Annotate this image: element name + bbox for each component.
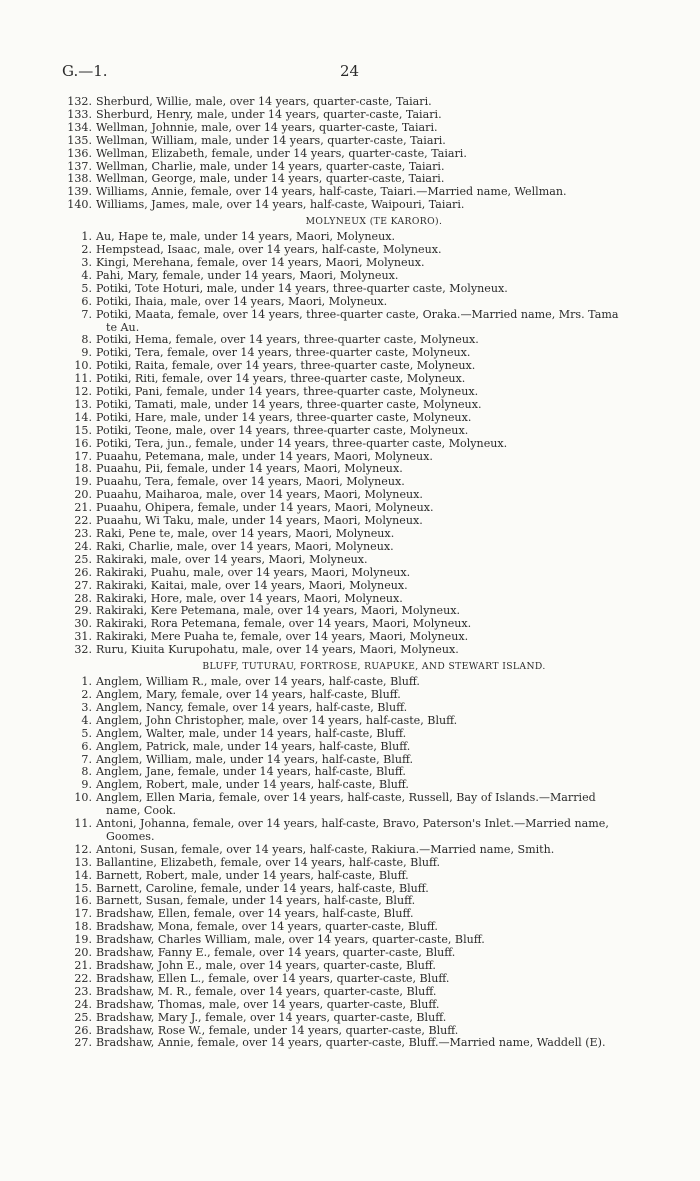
entry-text: Puaahu, Wi Taku, male, under 14 years, Maori, Molyneux. [96, 514, 423, 528]
entry-text: Anglem, William R., male, over 14 years, half-caste, Bluff. [96, 675, 420, 689]
entry-number: 7. [81, 752, 92, 766]
entry-text: Puaahu, Ohipera, female, under 14 years, Maori, Molyneux. [96, 501, 434, 515]
entry-text: Rakiraki, Kaitai, male, over 14 years, Maori, Molyneux. [96, 578, 408, 592]
entry-text: Ballantine, Elizabeth, female, over 14 years, half-caste, Bluff. [96, 855, 441, 869]
entry-text: Rakiraki, male, over 14 years, Maori, Molyneux. [96, 552, 368, 566]
entry-text: Wellman, George, male, under 14 years, quarter-caste, Taiari. [96, 172, 445, 186]
entry-number: 10. [74, 359, 92, 373]
entry-number: 18. [74, 920, 92, 934]
entry-number: 26. [74, 565, 92, 579]
list-item [62, 1037, 652, 1050]
entry-text: Antoni, Susan, female, over 14 years, half-caste, Rakiura.—Married name, Smith. [96, 842, 555, 856]
entry-number: 139. [67, 185, 92, 199]
entry-number: 27. [74, 1036, 92, 1050]
entry-text: Wellman, William, male, under 14 years, quarter-caste, Taiari. [96, 133, 446, 147]
entry-text: Bradshaw, Rose W., female, under 14 years, quarter-caste, Bluff. [96, 1023, 459, 1037]
entry-text: Potiki, Ihaia, male, over 14 years, Maori, Molyneux. [96, 294, 388, 308]
entry-text: Potiki, Riti, female, over 14 years, three-quarter caste, Molyneux. [96, 372, 466, 386]
entry-number: 14. [74, 410, 92, 424]
entry-text: Bradshaw, Thomas, male, over 14 years, quarter-caste, Bluff. [96, 997, 440, 1011]
entry-text: Barnett, Susan, female, under 14 years, half-caste, Bluff. [96, 894, 416, 908]
entry-number: 9. [81, 778, 92, 792]
entry-number: 8. [81, 765, 92, 779]
entry-number: 5. [81, 281, 92, 295]
entry-number: 20. [74, 488, 92, 502]
entry-number: 23. [74, 984, 92, 998]
entry-number: 136. [67, 146, 92, 160]
entry-text: Anglem, Jane, female, under 14 years, half-caste, Bluff. [96, 765, 406, 779]
entry-text: Hempstead, Isaac, male, over 14 years, half-caste, Molyneux. [96, 243, 442, 257]
page-header [62, 62, 642, 82]
entry-number: 135. [67, 133, 92, 147]
entry-text: Potiki, Tera, jun., female, under 14 years, three-quarter caste, Molyneux. [96, 436, 508, 450]
entry-text: Puaahu, Tera, female, over 14 years, Maori, Molyneux. [96, 475, 405, 489]
entry-number: 12. [74, 842, 92, 856]
entry-number: 132. [67, 95, 92, 108]
molyneux-entries [62, 231, 652, 657]
entry-number: 133. [67, 107, 92, 121]
entry-text: Anglem, Ellen Maria, female, over 14 years, half-caste, Russell, Bay of Islands.—Married [96, 791, 596, 805]
entry-number: 9. [81, 346, 92, 360]
entry-number: 14. [74, 868, 92, 882]
entry-continuation: te Au. [106, 320, 140, 334]
entry-number: 24. [74, 997, 92, 1011]
entry-number: 15. [74, 881, 92, 895]
entry-text: Potiki, Teone, male, over 14 years, three-quarter caste, Molyneux. [96, 423, 469, 437]
entry-number: 1. [81, 230, 92, 244]
entry-number: 18. [74, 462, 92, 476]
entry-text: Potiki, Tote Hoturi, male, under 14 years, three-quarter caste, Molyneux. [96, 281, 508, 295]
list-item [62, 199, 652, 212]
entry-text: Wellman, Elizabeth, female, under 14 years, quarter-caste, Taiari. [96, 146, 467, 160]
list-item [62, 818, 652, 844]
entry-text: Puaahu, Maiharoa, male, over 14 years, Maori, Molyneux. [96, 488, 423, 502]
taiari-entries [62, 96, 652, 212]
entry-text: Potiki, Hema, female, over 14 years, three-quarter caste, Molyneux. [96, 333, 479, 347]
entry-text: Rakiraki, Rora Petemana, female, over 14 years, Maori, Molyneux. [96, 617, 472, 631]
entry-number: 10. [74, 791, 92, 805]
entry-number: 25. [74, 552, 92, 566]
entry-number: 4. [81, 268, 92, 282]
entry-text: Anglem, Mary, female, over 14 years, half-caste, Bluff. [96, 687, 401, 701]
entry-number: 22. [74, 514, 92, 528]
entry-text: Anglem, Robert, male, under 14 years, half-caste, Bluff. [96, 778, 409, 792]
entry-text: Au, Hape te, male, under 14 years, Maori, Molyneux. [96, 230, 396, 244]
entry-text: Wellman, Charlie, male, under 14 years, quarter-caste, Taiari. [96, 159, 445, 173]
entry-number: 31. [74, 630, 92, 644]
entry-number: 19. [74, 933, 92, 947]
entry-text: Anglem, Walter, male, under 14 years, half-caste, Bluff. [96, 726, 407, 740]
entry-number: 8. [81, 333, 92, 347]
entry-number: 25. [74, 1010, 92, 1024]
entry-number: 28. [74, 591, 92, 605]
entry-text: Antoni, Johanna, female, over 14 years, half-caste, Bravo, Paterson's Inlet.—Married name, [96, 817, 609, 831]
entry-number: 19. [74, 475, 92, 489]
entry-text: Potiki, Maata, female, over 14 years, three-quarter caste, Oraka.—Married name, Mrs. Tama [96, 307, 619, 321]
entry-text: Bradshaw, Charles William, male, over 14 years, quarter-caste, Bluff. [96, 933, 485, 947]
entry-number: 21. [74, 501, 92, 515]
entry-number: 26. [74, 1023, 92, 1037]
entry-number: 30. [74, 617, 92, 631]
entry-continuation: name, Cook. [106, 804, 176, 818]
entry-number: 32. [74, 643, 92, 657]
entry-number: 4. [81, 713, 92, 727]
entry-number: 21. [74, 959, 92, 972]
entry-text: Barnett, Robert, male, under 14 years, half-caste, Bluff. [96, 868, 409, 882]
entry-number: 17. [74, 449, 92, 463]
entry-text: Sherburd, Henry, male, under 14 years, quarter-caste, Taiari. [96, 107, 442, 121]
entry-text: Anglem, Nancy, female, over 14 years, half-caste, Bluff. [96, 700, 408, 714]
entry-text: Williams, Annie, female, over 14 years, half-caste, Taiari.—Married name, Wellman. [96, 185, 567, 199]
entry-number: 6. [81, 739, 92, 753]
list-item [62, 792, 652, 818]
entry-text: Potiki, Tera, female, over 14 years, three-quarter caste, Molyneux. [96, 346, 471, 360]
entry-text: Potiki, Raita, female, over 14 years, three-quarter caste, Molyneux. [96, 359, 476, 373]
entry-text: Rakiraki, Hore, male, over 14 years, Maori, Molyneux. [96, 591, 403, 605]
entry-number: 137. [67, 159, 92, 173]
entry-text: Rakiraki, Mere Puaha te, female, over 14 years, Maori, Molyneux. [96, 630, 469, 644]
entry-number: 22. [74, 971, 92, 985]
entry-number: 3. [81, 700, 92, 714]
section-title-bluff: BLUFF, TUTURAU, FORTROSE, RUAPUKE, AND STEWART ISLAND. [202, 661, 546, 673]
entry-text: Rakiraki, Puahu, male, over 14 years, Maori, Molyneux. [96, 565, 411, 579]
entry-text: Bradshaw, M. R., female, over 14 years, quarter-caste, Bluff. [96, 984, 437, 998]
list-item [62, 644, 652, 657]
list-item [62, 309, 652, 335]
entry-text: Raki, Pene te, male, over 14 years, Maori, Molyneux. [96, 527, 395, 540]
entry-text: Bradshaw, Mary J., female, over 14 years, quarter-caste, Bluff. [96, 1010, 447, 1024]
entry-number: 5. [81, 726, 92, 740]
entry-number: 20. [74, 946, 92, 960]
register-list [62, 96, 652, 1050]
entry-continuation: Goomes. [106, 829, 155, 843]
entry-number: 3. [81, 255, 92, 269]
entry-number: 23. [74, 527, 92, 540]
section-title-molyneux: MOLYNEUX (TE KARORO). [305, 216, 443, 228]
entry-number: 11. [74, 817, 92, 831]
entry-number: 29. [74, 604, 92, 618]
entry-text: Bradshaw, Annie, female, over 14 years, quarter-caste, Bluff.—Married name, Waddell (E). [96, 1036, 606, 1050]
entry-number: 17. [74, 907, 92, 921]
entry-text: Raki, Charlie, male, over 14 years, Maori, Molyneux. [96, 539, 394, 553]
entry-text: Kingi, Merehana, female, over 14 years, Maori, Molyneux. [96, 255, 425, 269]
entry-number: 134. [67, 120, 92, 134]
entry-number: 11. [74, 372, 92, 386]
entry-number: 16. [74, 436, 92, 450]
entry-number: 15. [74, 423, 92, 437]
entry-text: Barnett, Caroline, female, under 14 years, half-caste, Bluff. [96, 881, 429, 895]
entry-text: Anglem, John Christopher, male, over 14 years, half-caste, Bluff. [96, 713, 458, 727]
entry-text: Bradshaw, Ellen, female, over 14 years, half-caste, Bluff. [96, 907, 414, 921]
entry-text: Anglem, William, male, under 14 years, half-caste, Bluff. [96, 752, 413, 766]
entry-text: Pahi, Mary, female, under 14 years, Maori, Molyneux. [96, 268, 399, 282]
entry-text: Puaahu, Pii, female, under 14 years, Maori, Molyneux. [96, 462, 403, 476]
entry-number: 16. [74, 894, 92, 908]
bluff-entries [62, 676, 652, 1050]
entry-text: Rakiraki, Kere Petemana, male, over 14 years, Maori, Molyneux. [96, 604, 461, 618]
entry-number: 2. [81, 687, 92, 701]
entry-text: Sherburd, Willie, male, over 14 years, quarter-caste, Taiari. [96, 95, 432, 108]
entry-number: 13. [74, 855, 92, 869]
entry-text: Wellman, Johnnie, male, over 14 years, quarter-caste, Taiari. [96, 120, 438, 134]
entry-text: Williams, James, male, over 14 years, half-caste, Waipouri, Taiari. [96, 198, 465, 212]
entry-number: 1. [81, 675, 92, 689]
document-reference: G.—1. [62, 62, 108, 80]
entry-number: 2. [81, 243, 92, 257]
entry-number: 6. [81, 294, 92, 308]
entry-number: 27. [74, 578, 92, 592]
entry-text: Bradshaw, John E., male, over 14 years, quarter-caste, Bluff. [96, 959, 436, 972]
entry-text: Potiki, Pani, female, under 14 years, three-quarter caste, Molyneux. [96, 385, 479, 399]
entry-number: 138. [67, 172, 92, 186]
entry-text: Bradshaw, Ellen L., female, over 14 years, quarter-caste, Bluff. [96, 971, 450, 985]
entry-text: Potiki, Hare, male, under 14 years, three-quarter caste, Molyneux. [96, 410, 472, 424]
entry-number: 24. [74, 539, 92, 553]
entry-text: Bradshaw, Mona, female, over 14 years, quarter-caste, Bluff. [96, 920, 438, 934]
entry-number: 140. [67, 198, 92, 212]
entry-text: Ruru, Kiuita Kurupohatu, male, over 14 years, Maori, Molyneux. [96, 643, 459, 657]
page-number: 24 [340, 62, 360, 80]
entry-text: Potiki, Tamati, male, under 14 years, three-quarter caste, Molyneux. [96, 397, 482, 411]
entry-text: Anglem, Patrick, male, under 14 years, half-caste, Bluff. [96, 739, 411, 753]
entry-number: 13. [74, 397, 92, 411]
entry-number: 12. [74, 385, 92, 399]
entry-text: Puaahu, Petemana, male, under 14 years, Maori, Molyneux. [96, 449, 433, 463]
entry-number: 7. [81, 307, 92, 321]
entry-text: Bradshaw, Fanny E., female, over 14 years, quarter-caste, Bluff. [96, 946, 456, 960]
